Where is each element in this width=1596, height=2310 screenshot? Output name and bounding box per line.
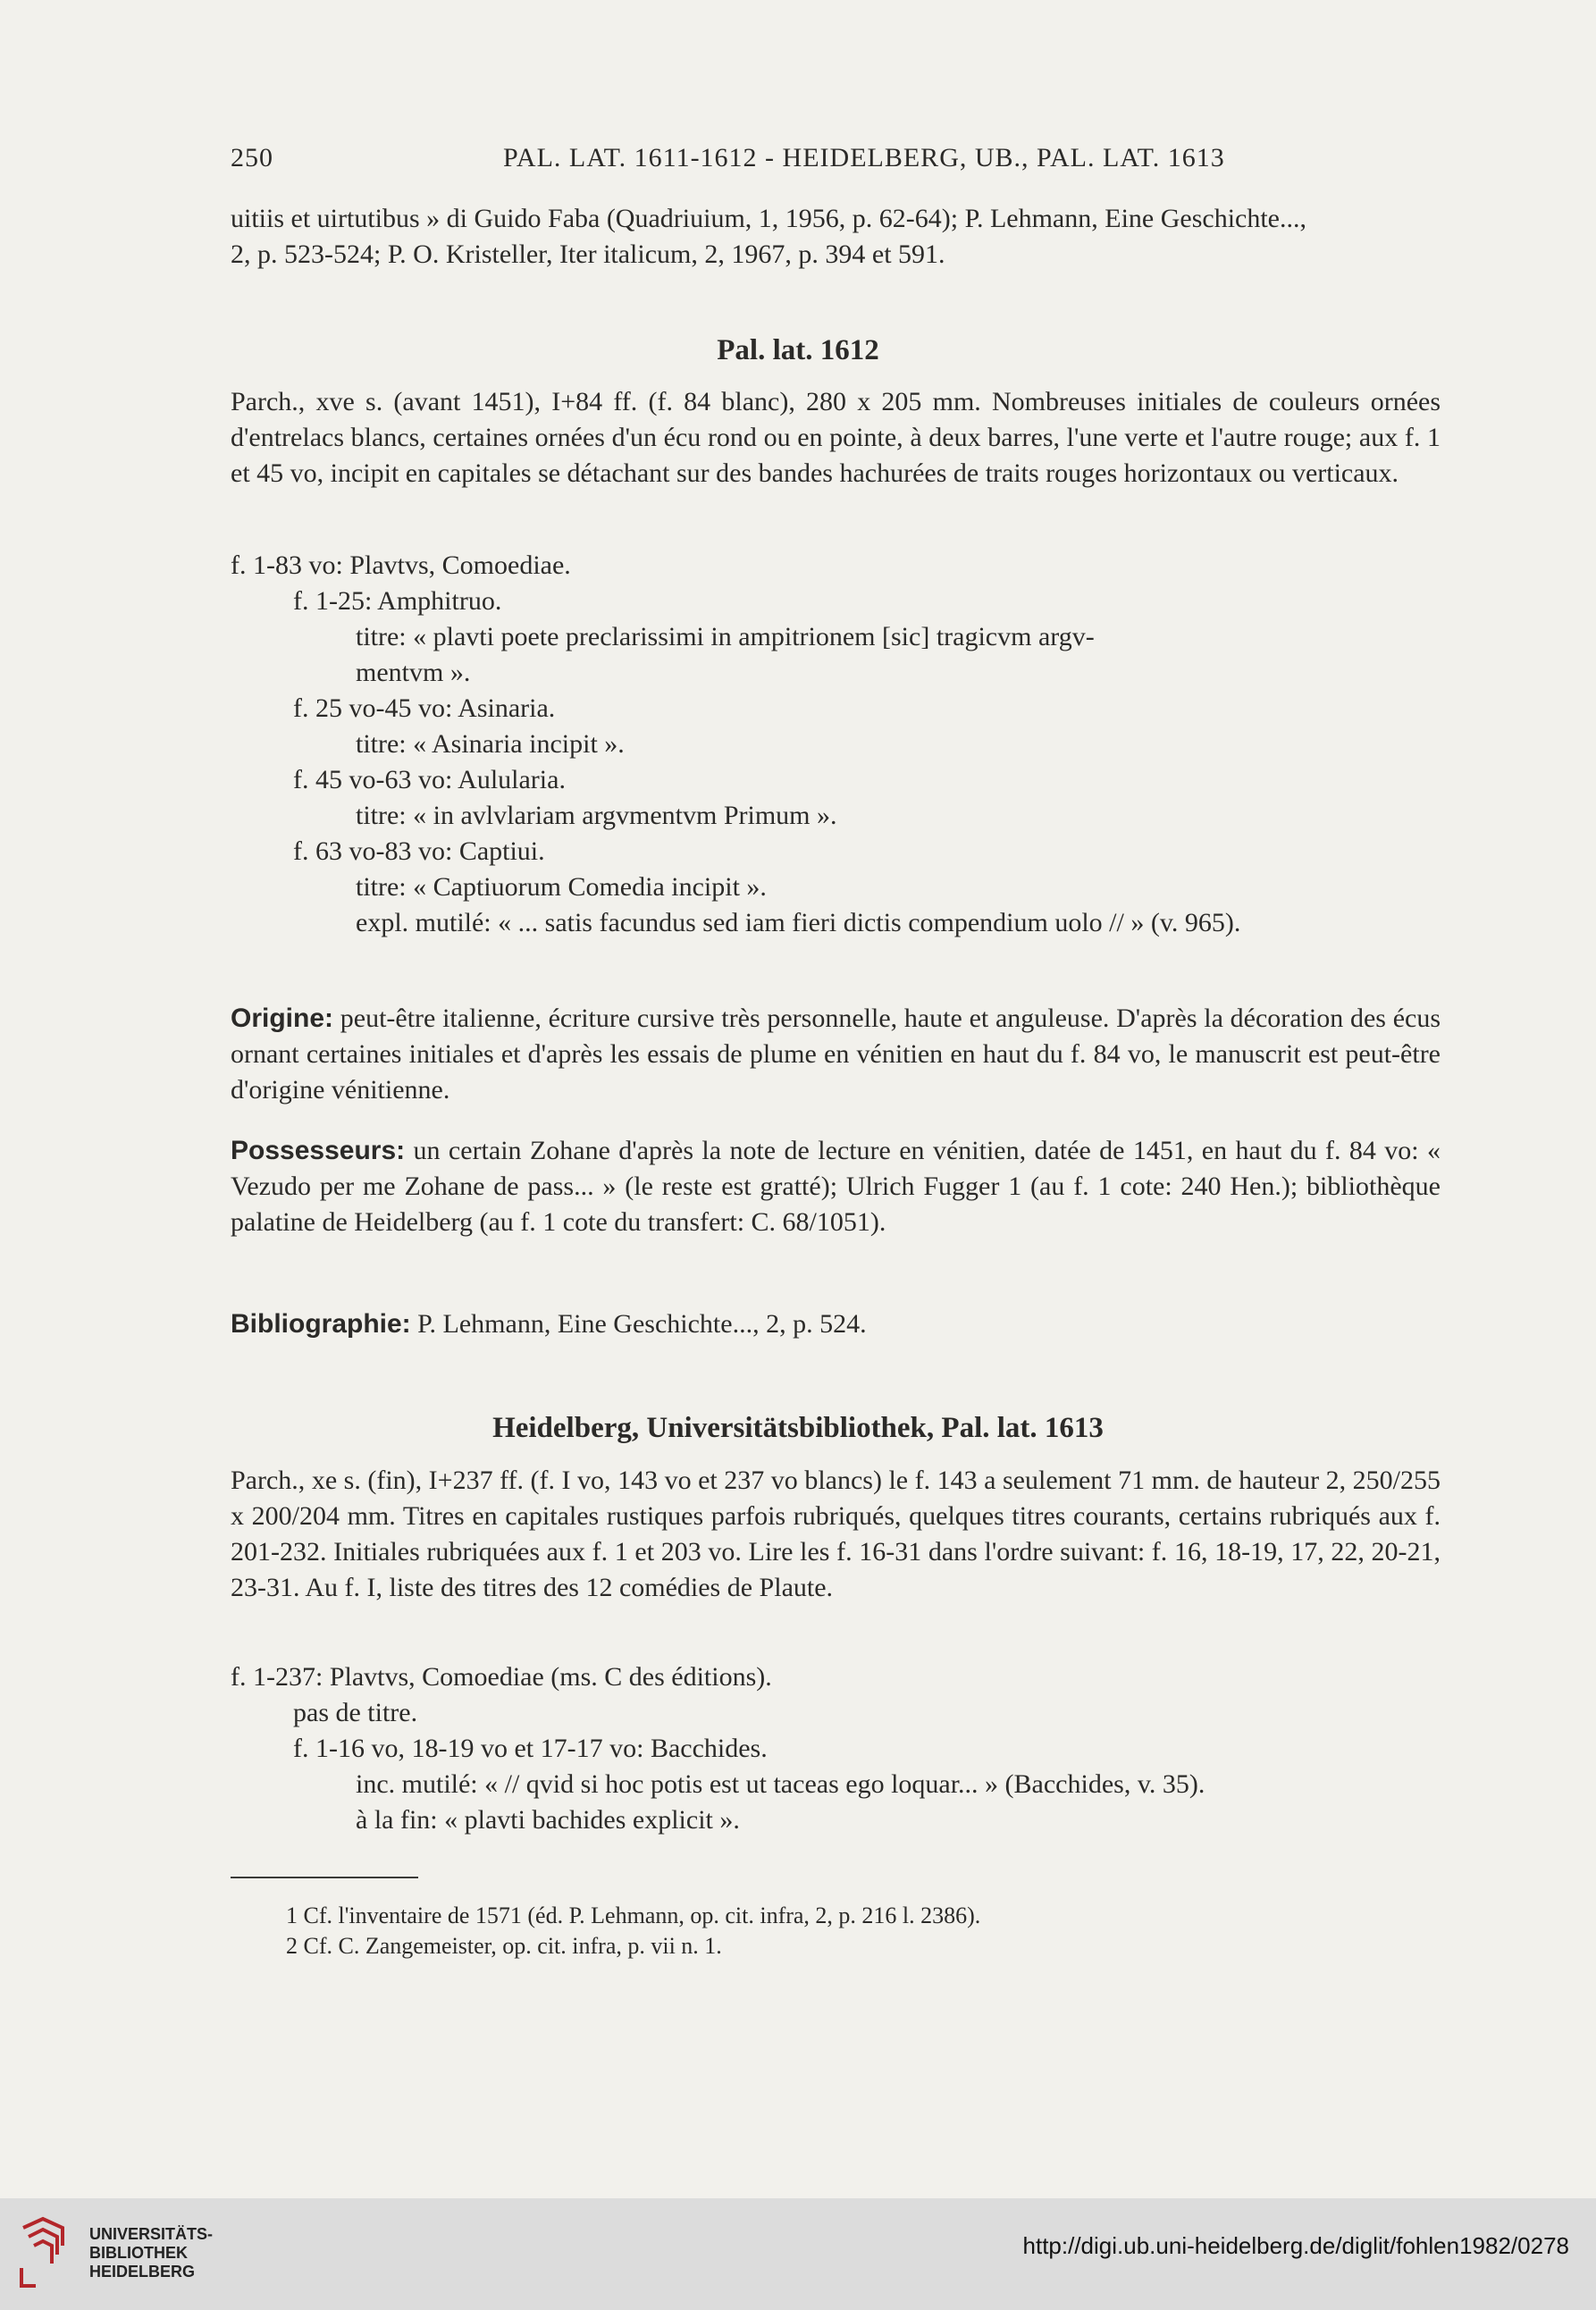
contents-entry: f. 1-25: Amphitruo. (293, 586, 502, 616)
footnote: 2 Cf. C. Zangemeister, op. cit. infra, p. vii n. 1. (286, 1933, 722, 1959)
physical-description: Parch., xve s. (avant 1451), I+84 ff. (f. 84 blanc), 280 x 205 mm. Nombreuses initiales de couleurs ornées d'entrelacs blancs, certaines ornées d'un écu rond ou en pointe, à deux barres, l'une verte et l'autre rouge; aux f. 1 et 45 vo, incipit en capitales se détachant sur des bandes hachurées de traits rouges horizontaux ou verticaux. (231, 387, 1441, 488)
contents-entry: f. 63 vo-83 vo: Captiui. (293, 836, 545, 866)
page-url-link[interactable]: http://digi.ub.uni-heidelberg.de/diglit/fohlen1982/0278 (1022, 2232, 1569, 2259)
intro-line: uitiis et uirtutibus » di Guido Faba (Quadriuium, 1, 1956, p. 62-64); P. Lehmann, Eine Geschichte..., (231, 204, 1306, 233)
origine-paragraph (231, 1001, 1441, 1108)
page-number: 250 (231, 143, 273, 172)
possesseurs-paragraph (231, 1133, 1441, 1240)
section-title: Heidelberg, Universitätsbibliothek, Pal. lat. 1613 (492, 1412, 1104, 1444)
possesseurs-text: un certain Zohane d'après la note de lecture en vénitien, datée de 1451, en haut du f. 84 vo: « Vezudo per me Zohane de pass... » (le reste est gratté); Ulrich Fugger 1 (au f. 1 cote: 240 Hen.); bibliothèque palatine de Heidelberg (au f. 1 cote du transfert: C. 68/1051). (231, 1136, 1441, 1237)
entry-line: titre: « plavti poete preclarissimi in ampitrionem [sic] tragicvm argv- (356, 622, 1095, 651)
entry-line: expl. mutilé: « ... satis facundus sed iam fieri dictis compendium uolo // » (v. 965). (356, 908, 1241, 937)
contents-entry: f. 25 vo-45 vo: Asinaria. (293, 693, 556, 723)
footnote-rule (231, 1877, 418, 1878)
contents-entry: f. 45 vo-63 vo: Aulularia. (293, 765, 566, 794)
entry-line: inc. mutilé: « // qvid si hoc potis est ut taceas ego loquar... » (Bacchides, v. 35). (356, 1769, 1205, 1799)
library-logo-text: UNIVERSITÄTS- BIBLIOTHEK HEIDELBERG (89, 2225, 214, 2281)
entry-line: mentvm ». (356, 658, 471, 687)
entry-line: titre: « Asinaria incipit ». (356, 729, 625, 759)
entry-line: à la fin: « plavti bachides explicit ». (356, 1805, 740, 1835)
running-title: PAL. LAT. 1611-1612 - HEIDELBERG, UB., PAL. LAT. 1613 (503, 143, 1225, 172)
possesseurs-label: Possesseurs: (231, 1136, 406, 1165)
entry-line: titre: « in avlvlariam argvmentvm Primum ». (356, 801, 837, 830)
contents-heading: f. 1-83 vo: Plavtvs, Comoediae. (231, 550, 571, 580)
bibliographie-label: Bibliographie: (231, 1309, 411, 1339)
library-footer (0, 2198, 1596, 2310)
section-title: Pal. lat. 1612 (717, 334, 879, 366)
intro-paragraph (231, 201, 1441, 273)
origine-text: peut-être italienne, écriture cursive très personnelle, haute et anguleuse. D'après la décoration des écus ornant certaines initiales et d'après les essais de plume en vénitien en haut du f. 84 vo, le manuscrit est peut-être d'origine vénitienne. (231, 1004, 1441, 1105)
contents-entry: f. 1-16 vo, 18-19 vo et 17-17 vo: Bacchides. (293, 1734, 768, 1763)
contents-list (231, 548, 1441, 941)
footnote: 1 Cf. l'inventaire de 1571 (éd. P. Lehmann, op. cit. infra, 2, p. 216 l. 2386). (286, 1903, 981, 1928)
contents-list (231, 1659, 1441, 1838)
origine-label: Origine: (231, 1004, 334, 1033)
bibliographie-text: P. Lehmann, Eine Geschichte..., 2, p. 524. (417, 1309, 867, 1339)
no-title-note: pas de titre. (293, 1698, 418, 1727)
bibliographie-paragraph (231, 1306, 1441, 1342)
intro-line: 2, p. 523-524; P. O. Kristeller, Iter italicum, 2, 1967, p. 394 et 591. (231, 239, 945, 269)
library-logo-icon (16, 2214, 70, 2290)
physical-description: Parch., xe s. (fin), I+237 ff. (f. I vo, 143 vo et 237 vo blancs) le f. 143 a seulement 71 mm. de hauteur 2, 250/255 x 200/204 mm. Titres en capitales rustiques parfois rubriqués, quelques titres courants, certains rubriqués aux f. 201-232. Initiales rubriquées aux f. 1 et 203 vo. Lire les f. 16-31 dans l'ordre suivant: f. 16, 18-19, 17, 22, 20-21, 23-31. Au f. I, liste des titres des 12 comédies de Plaute. (231, 1466, 1441, 1602)
contents-heading: f. 1-237: Plavtvs, Comoediae (ms. C des éditions). (231, 1662, 772, 1692)
entry-line: titre: « Captiuorum Comedia incipit ». (356, 872, 767, 902)
